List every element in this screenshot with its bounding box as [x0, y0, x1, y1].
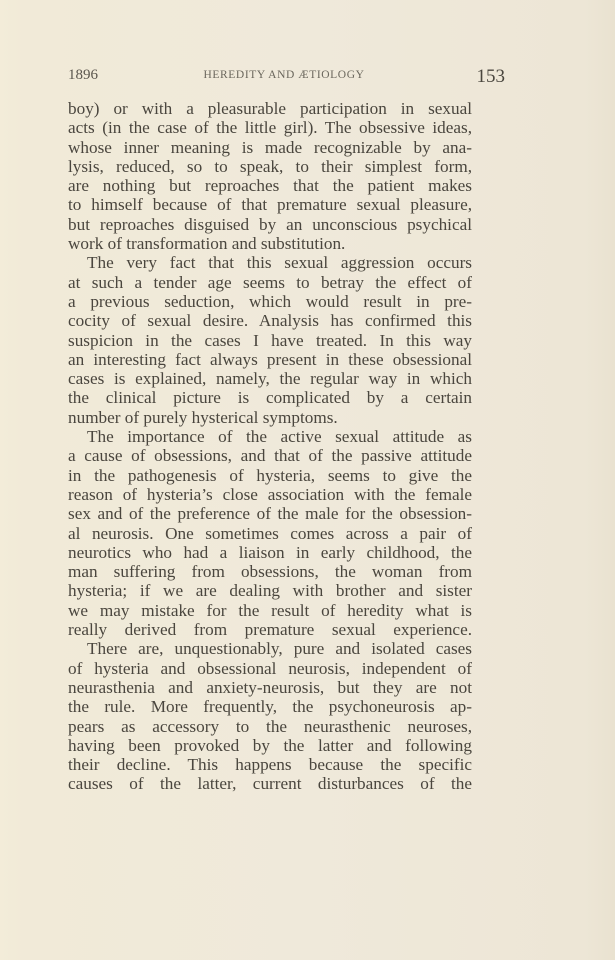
running-head-title: HEREDITY AND ÆTIOLOGY	[203, 69, 365, 81]
paragraph-first-line: The importance of the active sexual attitude as	[87, 427, 472, 447]
text-line: their decline. This happens because the specific	[68, 755, 472, 775]
text-line: are nothing but reproaches that the patient makes	[68, 176, 472, 196]
text-line: sex and of the preference of the male for the obsession-	[68, 504, 472, 524]
text-line: lysis, reduced, so to speak, to their simplest form,	[68, 156, 472, 176]
text-line: hysteria; if we are dealing with brother and sister	[68, 581, 472, 601]
text-line: a previous seduction, which would result in pre-	[68, 291, 472, 311]
text-line: man suffering from obsessions, the woman from	[68, 562, 472, 582]
text-line: really derived from premature sexual experience.	[68, 620, 472, 640]
text-line: acts (in the case of the little girl). The obsessive ideas,	[68, 118, 472, 138]
text-line: of hysteria and obsessional neurosis, independent of	[68, 658, 472, 678]
running-head	[68, 66, 505, 89]
text-line: whose inner meaning is made recognizable by ana-	[68, 137, 472, 157]
text-line: work of transformation and substitution.	[68, 234, 346, 254]
text-line: neurasthenia and anxiety-neurosis, but they are not	[68, 677, 472, 697]
text-line: we may mistake for the result of heredity what is	[68, 600, 472, 620]
text-line: al neurosis. One sometimes comes across a pair of	[68, 523, 472, 543]
page-number: 153	[476, 66, 505, 87]
text-line: boy) or with a pleasurable participation in sexual	[68, 99, 472, 118]
text-line: number of purely hysterical symptoms.	[68, 407, 338, 427]
text-line: neurotics who had a liaison in early childhood, the	[68, 542, 472, 562]
body-text	[68, 99, 472, 794]
text-line: cases is explained, namely, the regular way in which	[68, 369, 472, 389]
text-line: but reproaches disguised by an unconscious psychical	[68, 214, 472, 234]
text-line: causes of the latter, current disturbances of the	[68, 774, 472, 794]
text-line: to himself because of that premature sexual pleasure,	[68, 195, 472, 215]
text-line: reason of hysteria’s close association with the female	[68, 484, 472, 504]
paragraph-first-line: There are, unquestionably, pure and isolated cases	[87, 639, 472, 659]
text-line: in the pathogenesis of hysteria, seems to give the	[68, 465, 472, 485]
text-line: suspicion in the cases I have treated. In this way	[68, 330, 472, 350]
text-line: at such a tender age seems to betray the effect of	[68, 272, 472, 292]
text-line: cocity of sexual desire. Analysis has confirmed this	[68, 311, 472, 331]
running-head-year: 1896	[68, 67, 98, 83]
text-line: pears as accessory to the neurasthenic neuroses,	[68, 716, 472, 736]
text-line: the clinical picture is complicated by a certain	[68, 388, 472, 408]
text-line: having been provoked by the latter and following	[68, 735, 472, 755]
text-line: the rule. More frequently, the psychoneurosis ap-	[68, 697, 472, 717]
text-line: a cause of obsessions, and that of the passive attitude	[68, 446, 472, 466]
paragraph-first-line: The very fact that this sexual aggression occurs	[87, 253, 472, 273]
text-line: an interesting fact always present in these obsessional	[68, 349, 472, 369]
